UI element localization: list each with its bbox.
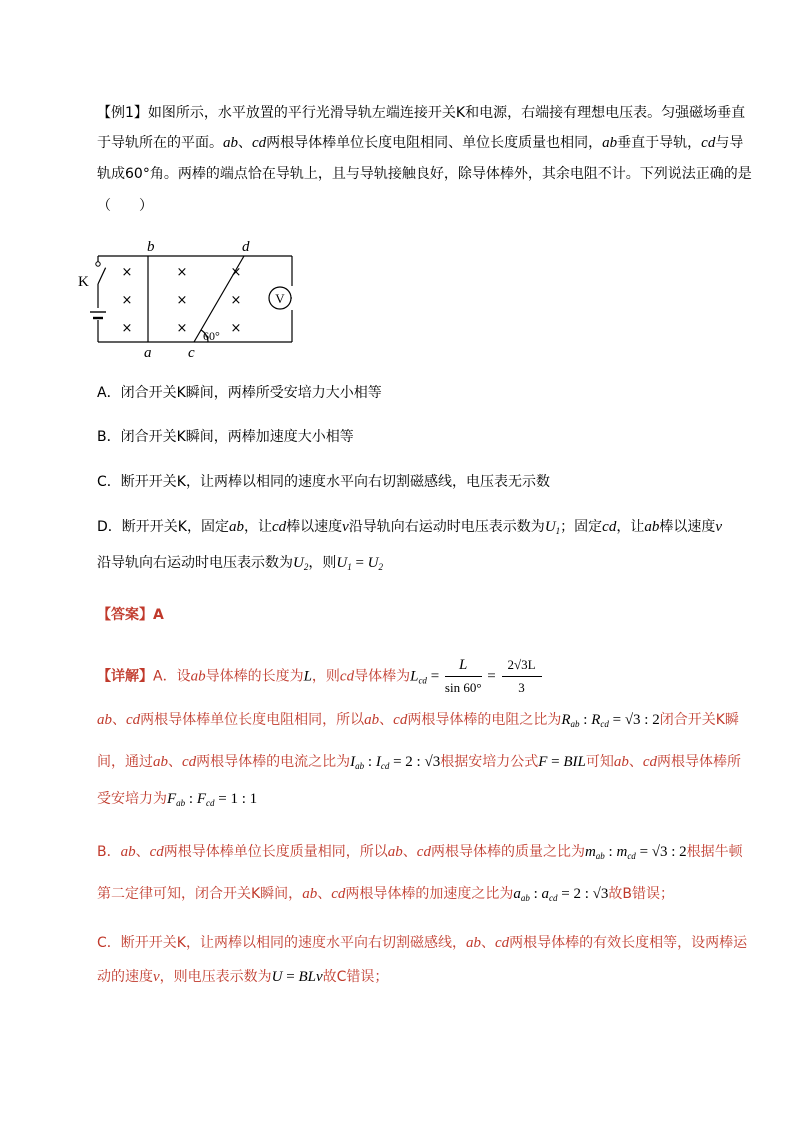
switch-k: [98, 268, 106, 284]
answer: 【答案】A: [97, 607, 164, 623]
circuit-diagram: [78, 236, 308, 361]
option-d-line-2: 沿导轨向右运动时电压表示数为$U_2$，则$U_1 = U_2$: [97, 555, 383, 572]
field-x: ×: [121, 265, 133, 280]
label-c: c: [188, 345, 195, 361]
question-line-2: 于导轨所在的平面。ab、cd两根导体棒单位长度电阻相同、单位长度质量也相同，ab垂直于导轨，cd与导: [97, 135, 744, 151]
field-x: ×: [230, 293, 242, 308]
voltmeter-label: V: [275, 291, 285, 306]
label-b: b: [147, 239, 155, 255]
option-a: A．闭合开关K瞬间，两棒所受安培力大小相等: [97, 385, 382, 401]
field-x: ×: [176, 293, 188, 308]
detail-a-line-4: 受安培力为$F_{ab}$ : $F_{cd} = 1$ : 1: [97, 791, 258, 808]
field-x: ×: [121, 293, 133, 308]
question-blank: （ ）: [97, 198, 153, 214]
option-c: C．断开开关K，让两棒以相同的速度水平向右切割磁感线，电压表无示数: [97, 474, 550, 490]
detail-a-line-1: 【详解】A．设ab导体棒的长度为L，则cd导体棒为$L_{cd}$ = $\frac{L}{\sin 60^\circ}$ = $\frac{2√3L}{3}$: [97, 655, 544, 698]
detail-c-line-1: C．断开开关K，让两棒以相同的速度水平向右切割磁感线，ab、cd两根导体棒的有效长度相等，设两棒运: [97, 935, 748, 951]
field-x: ×: [121, 321, 133, 336]
question-line-1: 【例1】如图所示，水平放置的平行光滑导轨左端连接开关K和电源，右端接有理想电压表。匀强磁场垂直: [97, 105, 746, 121]
field-x: ×: [176, 321, 188, 336]
detail-a-line-2: ab、cd两根导体棒单位长度电阻相同，所以ab、cd两根导体棒的电阻之比为$R_{ab}$ : $R_{cd} = √3$ : 2闭合开关K瞬: [97, 712, 739, 729]
detail-b-line-1: B．ab、cd两根导体棒单位长度质量相同，所以ab、cd两根导体棒的质量之比为$m_{ab}$ : $m_{cd} = √3$ : 2根据牛顿: [97, 844, 743, 861]
detail-c-line-2: 动的速度v，则电压表示数为U = BLv故C错误；: [97, 969, 389, 985]
option-b: B．闭合开关K瞬间，两棒加速度大小相等: [97, 429, 354, 445]
option-d-line-1: D．断开开关K，固定ab，让cd棒以速度v沿导轨向右运动时电压表示数为$U_1$；固定cd，让ab棒以速度v: [97, 519, 722, 536]
label-d: d: [242, 239, 250, 255]
fraction-2root3l-over-3: $\frac{2√3L}{3}$: [502, 655, 542, 698]
field-x: ×: [176, 265, 188, 280]
label-k: K: [78, 274, 89, 290]
fraction-l-over-sin60: $\frac{L}{\sin 60^\circ}$: [444, 657, 482, 695]
detail-b-line-2: 第二定律可知，闭合开关K瞬间，ab、cd两根导体棒的加速度之比为$a_{ab}$ : $a_{cd} = 2$ : √3故B错误；: [97, 886, 674, 903]
question-line-3: 轨成60°角。两棒的端点恰在导轨上，且与导轨接触良好，除导体棒外，其余电阻不计。下列说法正确的是: [97, 166, 752, 182]
field-x: ×: [230, 321, 242, 336]
field-x: ×: [230, 265, 242, 280]
detail-a-line-3: 间，通过ab、cd两根导体棒的电流之比为$I_{ab}$ : $I_{cd} = 2$ : √3根据安培力公式F = BIL可知ab、cd两根导体棒所: [97, 754, 742, 771]
label-a: a: [144, 345, 152, 361]
angle-label: 60°: [203, 329, 220, 343]
switch-pivot: [96, 262, 100, 266]
